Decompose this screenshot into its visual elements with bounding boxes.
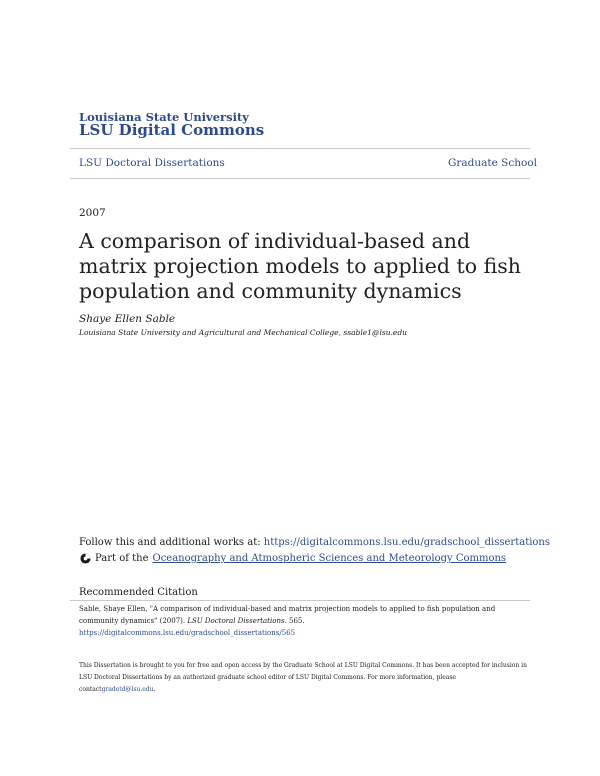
citation-rule [70,600,530,601]
contact-email-link[interactable]: gradetd@lsu.edu [101,686,154,693]
citation-heading: Recommended Citation [79,587,198,598]
publication-year: 2007 [79,207,106,219]
citation-number: . 565. [284,617,305,625]
part-of-line [80,553,506,564]
digital-commons-network-icon [80,553,91,564]
footer-text: This Dissertation is brought to you for free and open access by the Graduate School at LSU Digital Commons. It has been accepted for inclusion in LSU Doctoral Dissertations by an authorized graduate school editor of LSU Digital Commons. For more information, please contact [79,662,527,693]
citation-url-link[interactable]: https://digitalcommons.lsu.edu/gradschool_dissertations/565 [79,629,296,637]
follow-url-link[interactable]: https://digitalcommons.lsu.edu/gradschool_dissertations [263,537,551,548]
commons-link[interactable]: Oceanography and Atmospheric Sciences and Meteorology Commons [152,553,507,564]
follow-label: Follow this and additional works at: [79,537,261,548]
footer-end: . [153,686,156,693]
citation-text: Sable, Shaye Ellen, "A comparison of individual-based and matrix projection models to applied to fish population and community dynamics" (2007). [79,605,496,625]
top-rule [70,148,530,149]
nav-bottom-rule [70,178,530,179]
citation-journal: LSU Doctoral Dissertations [187,617,285,625]
part-of-label: Part of the [95,553,149,564]
citation-body [79,603,529,639]
author-affiliation: Louisiana State University and Agricultural and Mechanical College, ssable1@lsu.edu [79,328,407,337]
follow-line [79,537,550,548]
collection-link[interactable]: LSU Doctoral Dissertations [79,157,225,169]
author-name: Shaye Ellen Sable [79,313,176,325]
school-link[interactable]: Graduate School [447,157,537,169]
university-name: Louisiana State University [79,110,249,124]
document-title: A comparison of individual-based and matrix projection models to applied to fish population and community dynamics [79,229,521,303]
repository-name[interactable]: LSU Digital Commons [79,121,265,139]
footer-notice [79,660,529,696]
